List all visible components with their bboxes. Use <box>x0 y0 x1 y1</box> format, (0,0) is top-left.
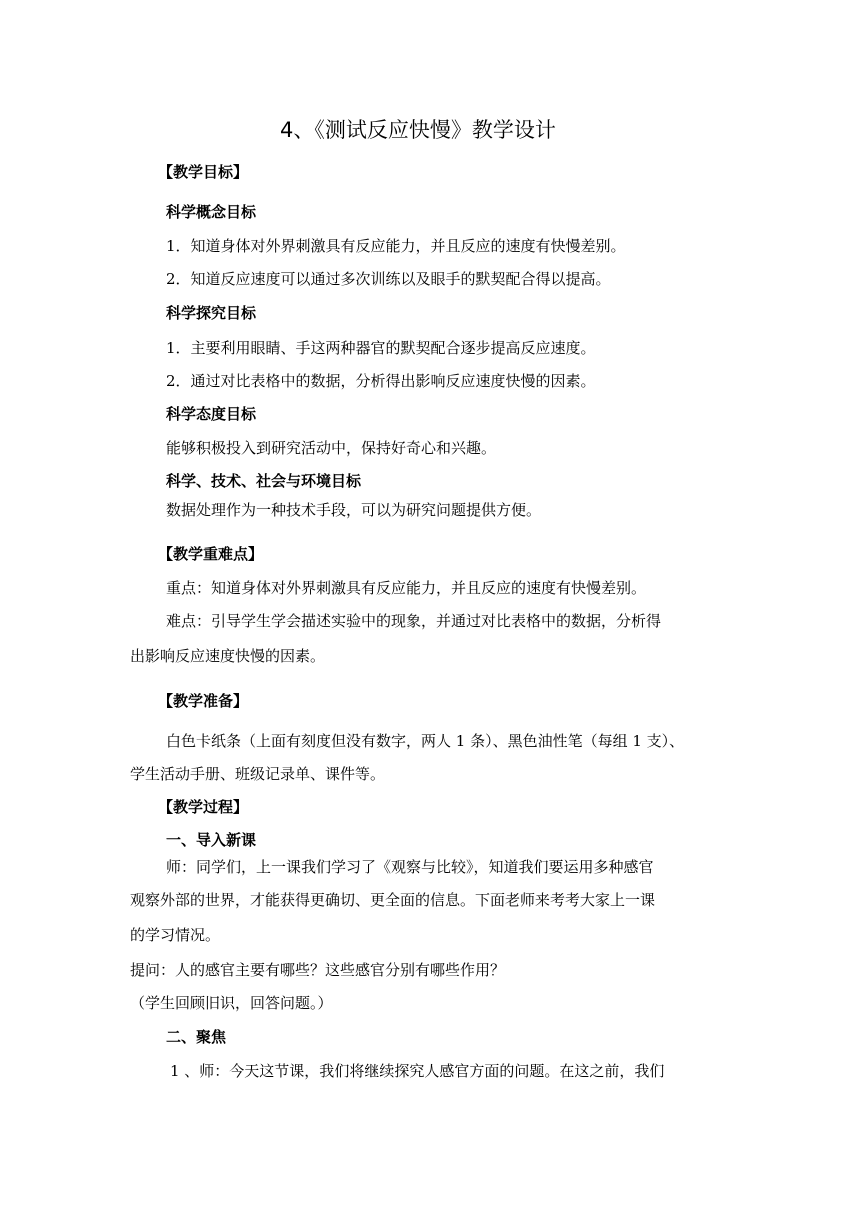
section-heading-keypoints: 【教学重难点】 <box>158 545 264 563</box>
preparation-line2: 学生活动手册、班级记录单、课件等。 <box>130 765 386 783</box>
inquiry-goal-1: 1．主要利用眼睛、手这两种器官的默契配合逐步提高反应速度。 <box>166 339 596 357</box>
concept-goal-1: 1．知道身体对外界刺激具有反应能力，并且反应的速度有快慢差别。 <box>166 237 626 255</box>
section-heading-preparation: 【教学准备】 <box>158 692 249 710</box>
stse-goal-text: 数据处理作为一种技术手段，可以为研究问题提供方便。 <box>166 501 542 519</box>
subheading-attitude-goals: 科学态度目标 <box>166 405 257 423</box>
intro-response: （学生回顾旧识，回答问题。） <box>130 994 333 1012</box>
inquiry-goal-2: 2．通过对比表格中的数据，分析得出影响反应速度快慢的因素。 <box>166 372 596 390</box>
preparation-line1: 白色卡纸条（上面有刻度但没有数字，两人 1 条）、黑色油性笔（每组 1 支）、 <box>166 732 685 750</box>
intro-line2: 观察外部的世界，才能获得更确切、更全面的信息。下面老师来考考大家上一课 <box>130 891 656 909</box>
intro-line1: 师：同学们，上一课我们学习了《观察与比较》，知道我们要运用多种感官 <box>166 858 654 876</box>
intro-line3: 的学习情况。 <box>130 926 221 944</box>
subheading-stse-goals: 科学、技术、社会与环境目标 <box>166 472 362 490</box>
subheading-intro: 一、导入新课 <box>166 831 257 849</box>
subheading-inquiry-goals: 科学探究目标 <box>166 304 257 322</box>
keypoint-difficulty-line2: 出影响反应速度快慢的因素。 <box>130 647 326 665</box>
section-heading-process: 【教学过程】 <box>158 798 249 816</box>
subheading-focus: 二、聚焦 <box>166 1028 227 1046</box>
focus-line1: 1 、师：今天这节课，我们将继续探究人感官方面的问题。在这之前，我们 <box>170 1062 665 1080</box>
concept-goal-2: 2．知道反应速度可以通过多次训练以及眼手的默契配合得以提高。 <box>166 270 611 288</box>
subheading-concept-goals: 科学概念目标 <box>166 203 257 221</box>
intro-question: 提问：人的感官主要有哪些？这些感官分别有哪些作用？ <box>130 961 506 979</box>
document-title: 4、《测试反应快慢》教学设计 <box>280 118 556 142</box>
keypoint-focus: 重点：知道身体对外界刺激具有反应能力，并且反应的速度有快慢差别。 <box>166 579 647 597</box>
attitude-goal-text: 能够积极投入到研究活动中，保持好奇心和兴趣。 <box>166 439 497 457</box>
section-heading-goals: 【教学目标】 <box>158 163 249 181</box>
keypoint-difficulty-line1: 难点：引导学生学会描述实验中的现象，并通过对比表格中的数据，分析得 <box>166 612 662 630</box>
